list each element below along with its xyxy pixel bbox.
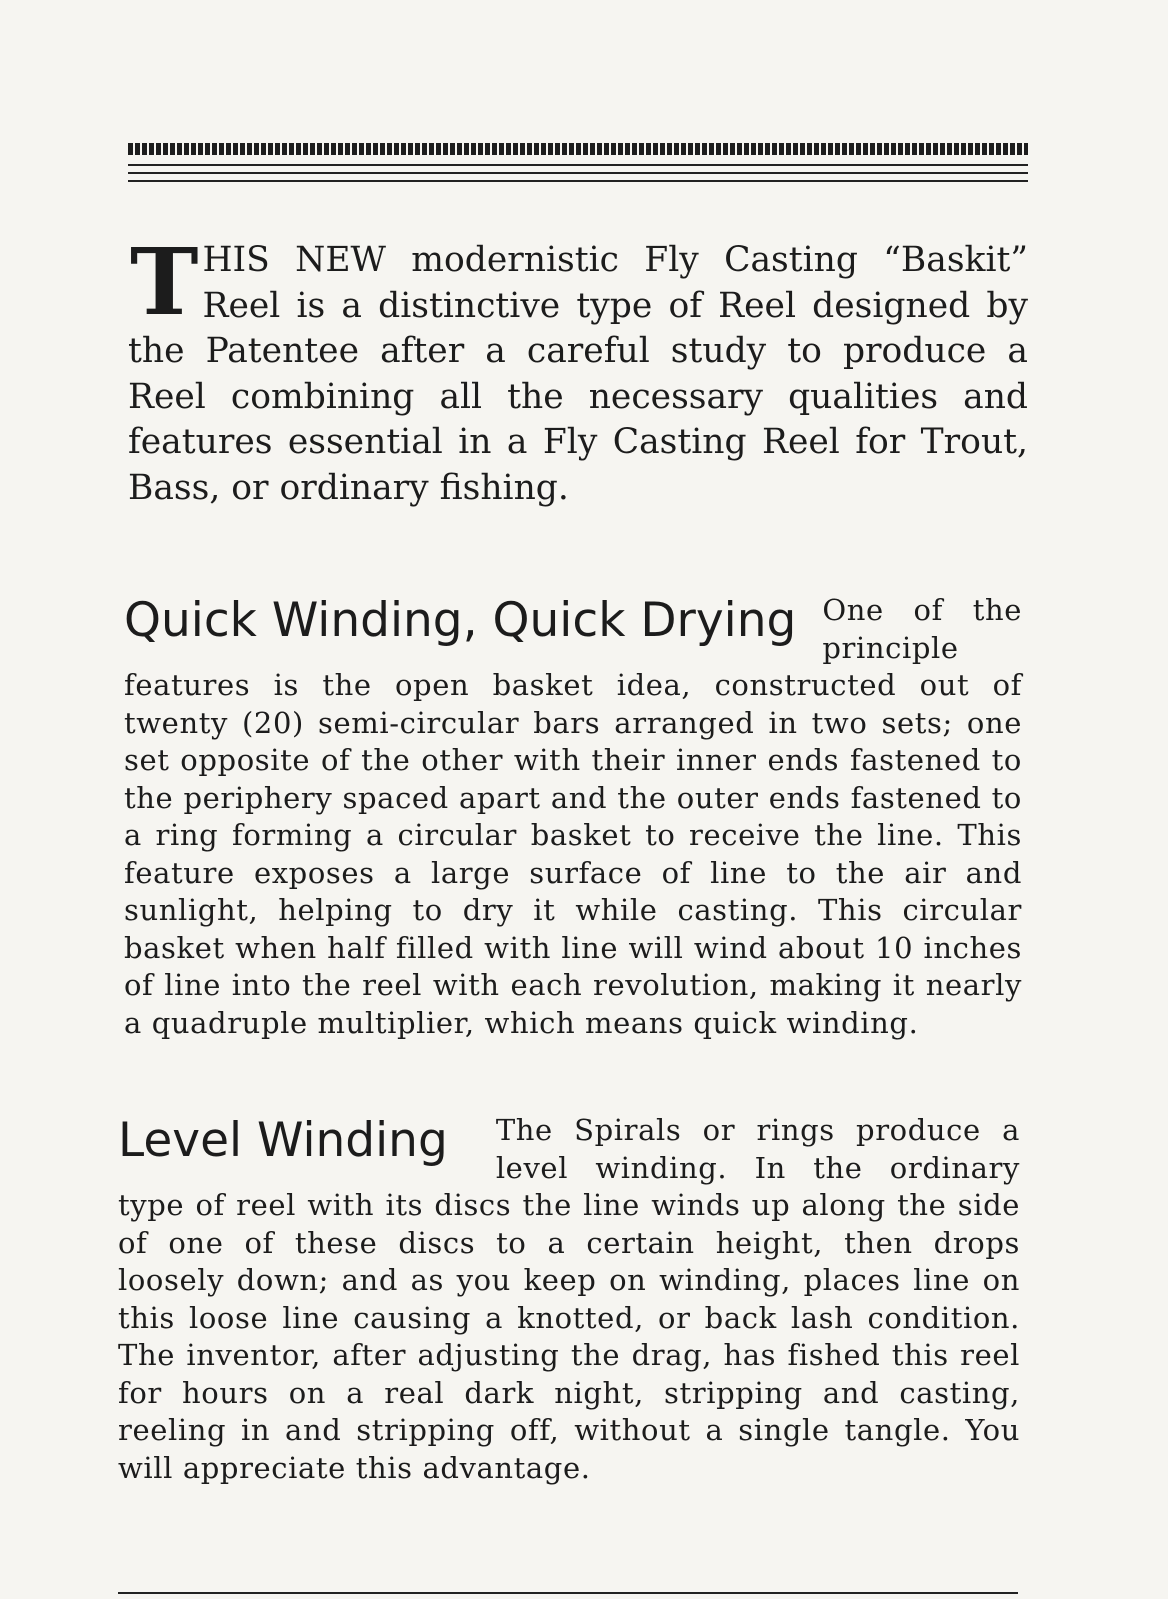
intro-paragraph	[128, 228, 1028, 511]
section-level-winding	[118, 1112, 1020, 1487]
section-text: The Spirals or rings produce a level winding. In the ordinary type of reel with its discs the line winds up along the side of one of these discs to a certain height, then drops loosely down; and as you keep on winding, places line on this loose line causing a knotted, or back lash condition. The inventor, after adjusting the drag, has fished this reel for hours on a real dark night, stripping and casting, reeling in and stripping off, without a single tangle. You will appreciate this advantage.	[118, 1113, 1020, 1485]
intro-text: HIS NEW modernistic Fly Casting “Baskit” Reel is a distinctive type of Reel designed by the Patentee after a careful study to produce a Reel combining all the necessary qualities and features essential in a Fly Casting Reel for Trout, Bass, or ordinary fishing.	[128, 240, 1028, 508]
double-rule-line	[128, 172, 1028, 174]
bottom-rule-line	[118, 1592, 1018, 1594]
decorative-top-border	[128, 143, 1028, 195]
double-rule-line	[128, 180, 1028, 182]
drop-cap: T	[130, 228, 199, 336]
section-heading: Level Winding	[118, 1113, 448, 1168]
beaded-rule	[128, 143, 1028, 155]
section-text: One of the principle features is the open basket idea, constructed out of twenty (20) semi-circular bars arranged in two sets; one set opposite of the other with their inner ends fastened to the periphery spaced apart and the outer ends fastened to a ring forming a circular basket to receive the line. This feature exposes a large surface of line to the air and sunlight, helping to dry it while casting. This circular basket when half filled with line will wind about 10 inches of line into the reel with each revolution, making it nearly a quadruple multiplier, which means quick winding.	[124, 593, 1022, 1040]
double-rule-line	[128, 164, 1028, 166]
section-heading: Quick Winding, Quick Drying	[124, 593, 797, 648]
section-quick-winding	[124, 592, 1022, 1042]
